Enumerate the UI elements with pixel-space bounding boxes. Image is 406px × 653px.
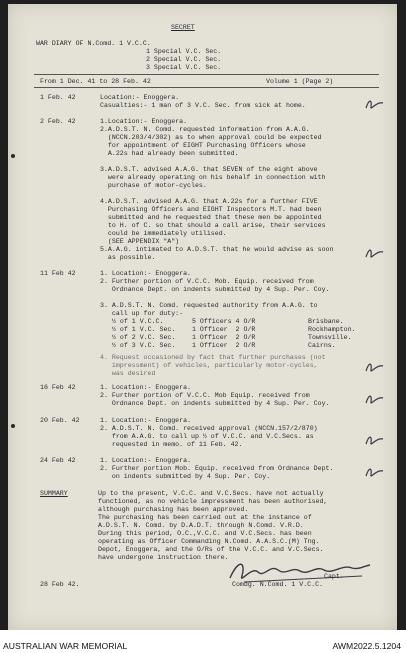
- callup-location: Townsville.: [308, 334, 352, 341]
- section-line: 2 Special V.C. Sec.: [146, 56, 222, 63]
- callup-unit: ½ of 3 V.C. Sec.: [112, 342, 176, 349]
- callup-unit: ½ of 2 V.C. Sec.: [112, 334, 176, 341]
- classification-label: SECRET: [171, 24, 195, 31]
- callup-strength: 5 Officers 4 O/R: [192, 318, 256, 325]
- document-page: [8, 4, 397, 630]
- diary-title: WAR DIARY OF N.Comd. 1 V.C.C.: [36, 40, 151, 47]
- entry-line: call up for duty:-: [100, 310, 184, 317]
- entry-line: 4.A.D.S.T. advised A.A.G. that A.22s for a further FIVE: [100, 198, 318, 205]
- entry-line: Casualties:- 1 man of 3 V.C. Sec. from sick at home.: [100, 102, 306, 109]
- summary-line: During this period, O.C.,V.C.C. and V.C.Secs. has been: [98, 530, 312, 537]
- callup-strength: 1 Officer 2 O/R: [192, 342, 256, 349]
- summary-label: SUMMARY: [40, 490, 68, 497]
- callup-location: Brisbane.: [308, 318, 344, 325]
- entry-line: 5.A.A.G. intimated to A.D.S.T. that he would advise as soon: [100, 246, 334, 253]
- entry-line: on indents submitted by 4 Sup. Per. Coy.: [100, 473, 271, 480]
- initials-mark: [363, 433, 387, 447]
- archive-name: AUSTRALIAN WAR MEMORIAL: [3, 641, 128, 651]
- accession-number: AWM2022.5.1204: [332, 641, 401, 651]
- summary-line: operating as Officer Commanding N.Comd. A.A.S.C.(M) Tng.: [98, 538, 320, 545]
- divider: [34, 74, 379, 75]
- entry-line: from A.A.G. to call up ½ of V.C.C. and V.C.Secs. as: [100, 433, 314, 440]
- callup-location: Cairns.: [308, 342, 336, 349]
- entry-line: 1. Location:- Enoggera.: [100, 417, 192, 424]
- entry-line: to H. of C. so that should a call arise, their services: [100, 222, 326, 229]
- entry-line: 2. Further portion Mob. Equip. received from Ordnance Dept.: [100, 465, 334, 472]
- entry-line: for appointment of EIGHT Purchasing Officers whose: [100, 142, 306, 149]
- entry-date: 1 Feb. 42: [40, 94, 76, 101]
- entry-line: 4. Request occasioned by fact that further purchases (not: [100, 354, 326, 361]
- entry-line: 1. Location:- Enoggera.: [100, 384, 192, 391]
- callup-location: Rockhampton.: [308, 326, 356, 333]
- initials-mark: [363, 360, 387, 374]
- entry-line: requested in memo. of 11 Feb. 42.: [100, 441, 243, 448]
- summary-line: A.D.S.T. N. Comd. by D.A.D.T. through N.Comd. V.R.D.: [98, 522, 304, 529]
- entry-line: 2. A.D.S.T. N. Comd. received approval (NCCN.157/2/870): [100, 425, 318, 432]
- archive-footer: [0, 630, 406, 653]
- entry-line: 3.A.D.S.T. advised A.A.G. that SEVEN of the eight above: [100, 166, 318, 173]
- callup-unit: ½ of 1 V.C. Sec.: [112, 326, 176, 333]
- entry-line: Ordnance Dept. on indents submitted by 4 Sup. Per. Coy.: [100, 286, 330, 293]
- entry-line: 2. Further portion of V.C.C. Mob. Equip. received from: [100, 278, 314, 285]
- initials-mark: [363, 465, 387, 479]
- entry-line: Location:- Enoggera.: [100, 94, 180, 101]
- entry-line: 2.A.D.S.T. N. Comd. requested information from A.A.G.: [100, 126, 310, 133]
- volume-page: Volume 1 (Page 2): [266, 78, 334, 85]
- punch-hole: [11, 154, 15, 158]
- entry-line: 1. Location:- Enoggera.: [100, 457, 192, 464]
- entry-line: as possible.: [100, 254, 156, 261]
- entry-line: A.22s had already been submitted.: [100, 150, 239, 157]
- entry-line: was desired: [100, 370, 156, 377]
- summary-line: have undergone instruction there.: [98, 554, 229, 561]
- initials-mark: [363, 97, 387, 111]
- entry-line: 3. A.D.S.T. N. Comd. requested authority from A.A.G. to: [100, 302, 318, 309]
- entry-line: impressment) of vehicles, particularly motor-cycles,: [100, 362, 318, 369]
- entry-line: could be immediately utilised.: [100, 230, 227, 237]
- period-range: From 1 Dec. 41 to 28 Feb. 42: [40, 78, 151, 85]
- divider: [34, 87, 379, 88]
- signature-date: 28 Feb 42.: [40, 581, 80, 588]
- entry-line: 1. Location:- Enoggera.: [100, 270, 192, 277]
- entry-date: 20 Feb. 42: [40, 417, 80, 424]
- initials-mark: [363, 392, 387, 406]
- entry-line: (NCCN.203/4/302) as to when approval could be expected: [100, 134, 322, 141]
- entry-line: 1.Location:- Enoggera.: [100, 118, 188, 125]
- entry-line: (SEE APPENDIX "A"): [100, 238, 180, 245]
- signature-appointment: Comdg. N.Comd. 1 V.C.C.: [232, 581, 324, 588]
- entry-date: 24 Feb 42: [40, 457, 76, 464]
- summary-line: although purchasing has been approved.: [98, 506, 249, 513]
- entry-line: purchase of motor-cycles.: [100, 182, 207, 189]
- entry-line: Ordnance Dept. on indents submitted by 4 Sup. Per. Coy.: [100, 400, 330, 407]
- punch-hole: [11, 424, 15, 428]
- entry-date: 2 Feb. 42: [40, 118, 76, 125]
- summary-line: functioned, as no vehicle impressment has been authorised,: [98, 498, 328, 505]
- summary-line: Up to the present, V.C.C. and V.C.Secs. have not actually: [98, 490, 324, 497]
- callup-strength: 1 Officer 2 O/R: [192, 334, 256, 341]
- callup-unit: ½ of 1 V.C.C.: [112, 318, 164, 325]
- summary-line: The purchasing has been carried out at the instance of: [98, 514, 312, 521]
- summary-line: Depot, Enoggera, and the O/Rs of the V.C.C. and V.C.Secs.: [98, 546, 324, 553]
- entry-line: 2. Further portion of V.C.C. Mob Equip. received from: [100, 392, 310, 399]
- section-line: 3 Special V.C. Sec.: [146, 64, 222, 71]
- signature-rank: Capt.: [324, 573, 344, 580]
- entry-line: were already operating on his behalf in connection with: [100, 174, 326, 181]
- callup-strength: 1 Officer 2 O/R: [192, 326, 256, 333]
- entry-date: 11 Feb 42: [40, 270, 76, 277]
- entry-line: submitted and he requested that these men be appointed: [100, 214, 322, 221]
- entry-date: 16 Feb 42: [40, 384, 76, 391]
- entry-line: Purchasing Officers and EIGHT Inspectors M.T. had been: [100, 206, 322, 213]
- section-line: 1 Special V.C. Sec.: [146, 48, 222, 55]
- initials-mark: [363, 246, 387, 260]
